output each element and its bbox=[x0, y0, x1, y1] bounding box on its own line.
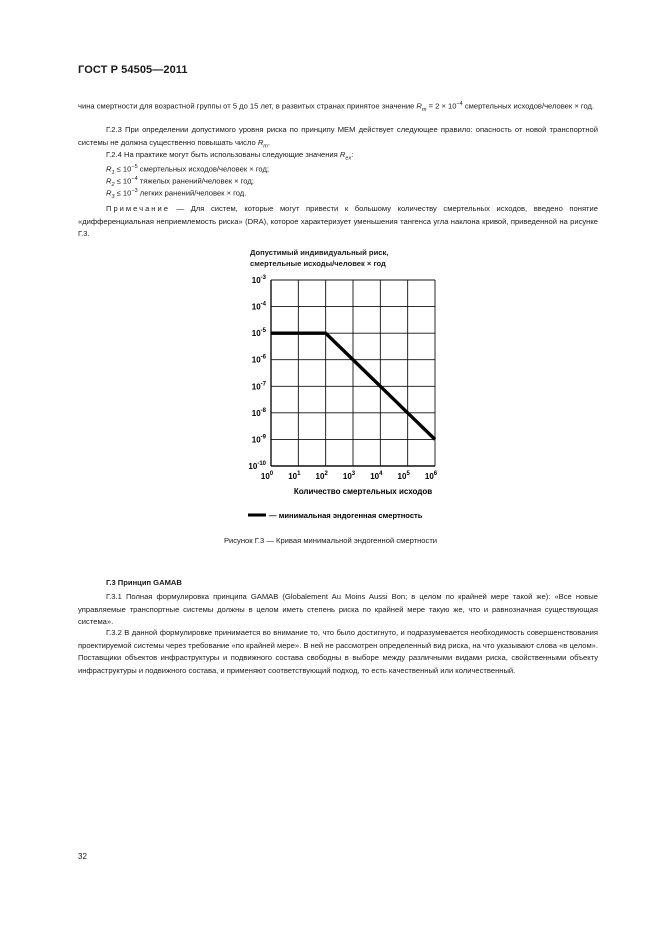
paragraph-g-3-1: Г.3.1 Полная формулировка принципа GAMAB (Globalement Au Moins Aussi Bon; в целом по крайней мере такой же): «Все новые управляемые транспортные системы должны в целом иметь степень риска по крайней мере такую же, что и равнозначная существующая система». bbox=[78, 592, 598, 626]
figure-caption: Рисунок Г.3 — Кривая минимальной эндогенной смертности bbox=[223, 536, 438, 545]
paragraph-g-2-3: Г.2.3 При определении допустимого уровня риска по принципу МЕМ действует следующее правило: опасность от новой транспортной системы не должна существенно повышать число $R_m$. bbox=[78, 125, 598, 150]
figure-g3 bbox=[238, 248, 458, 524]
risk-value-r2: $R_2 \le 10^{-4}$ тяжелых ранений/человек × год; bbox=[106, 176, 254, 189]
section-title: Г.3 Принцип GAMAB bbox=[106, 578, 182, 587]
y-tick-label: $10^{-3}$ bbox=[251, 275, 266, 285]
y-tick-label: $10^{-6}$ bbox=[251, 354, 266, 365]
paragraph-g-2-4: Г.2.4 На практике могут быть использованы следующие значения $R_{ex}$: bbox=[106, 150, 354, 162]
legend-label: — минимальная эндогенная смертность bbox=[269, 511, 423, 520]
x-tick-label: $10^0$ bbox=[260, 471, 274, 481]
y-tick-label: $10^{-4}$ bbox=[251, 301, 266, 312]
x-tick-label: $10^5$ bbox=[397, 471, 410, 481]
endogenous-mortality-chart bbox=[238, 248, 458, 524]
risk-value-r3: $R_3 \le 10^{-3}$ легких ранений/человек × год. bbox=[106, 188, 247, 201]
note-paragraph: Примечание — Для систем, которые могут привести к большому количеству смертельных исходов, введено понятие «дифференциальная неприемлемость риска» (DRA), которое характеризует уменьшения тангенса угла наклона кривой, приведенной на рисунке Г.3. bbox=[78, 204, 598, 238]
x-tick-label: $10^4$ bbox=[370, 471, 383, 481]
x-axis-label: Количество смертельных исходов bbox=[293, 487, 433, 496]
risk-value-r1: $R_1 \le 10^{-5}$ смертельных исходов/человек × год; bbox=[106, 164, 270, 177]
y-tick-label: $10^{-7}$ bbox=[251, 381, 266, 392]
y-tick-label: $10^{-8}$ bbox=[251, 407, 266, 418]
y-tick-label: $10^{-10}$ bbox=[248, 461, 266, 471]
document-header: ГОСТ Р 54505—2011 bbox=[78, 64, 188, 76]
y-tick-label: $10^{-5}$ bbox=[251, 328, 266, 339]
paragraph-g-3-2: Г.3.2 В данной формулировке принимается во внимание то, что было достигнуто, и подразумевается необходимость совершенствования проектируемой системы через требование «по крайней мере». В ней не рассмотрен определенный вид риска, на что указывают слова «в целом». Поставщики объектов инфраструктуры и подвижного состава свободны в выборе между различными видами риска, свойственными объекту инфраструктуры и подвижного состава, и применяют соответствующий подход, то есть качественный или количественный. bbox=[78, 628, 598, 675]
page-number: 32 bbox=[78, 852, 87, 861]
x-tick-label: $10^3$ bbox=[342, 471, 356, 481]
x-tick-label: $10^6$ bbox=[424, 471, 438, 481]
x-tick-label: $10^2$ bbox=[315, 471, 328, 481]
x-tick-label: $10^1$ bbox=[288, 471, 301, 481]
y-tick-label: $10^{-9}$ bbox=[251, 434, 266, 445]
paragraph-continuation: чина смертности для возрастной группы от 5 до 15 лет, в развитых странах принятое значение $R_m = 2 \times 10^{-4}$ смертельных исходов/человек × год. bbox=[78, 101, 595, 114]
chart-y-axis-label: Допустимый индивидуальный риск, смертельные исходы/человек × год bbox=[250, 248, 389, 268]
